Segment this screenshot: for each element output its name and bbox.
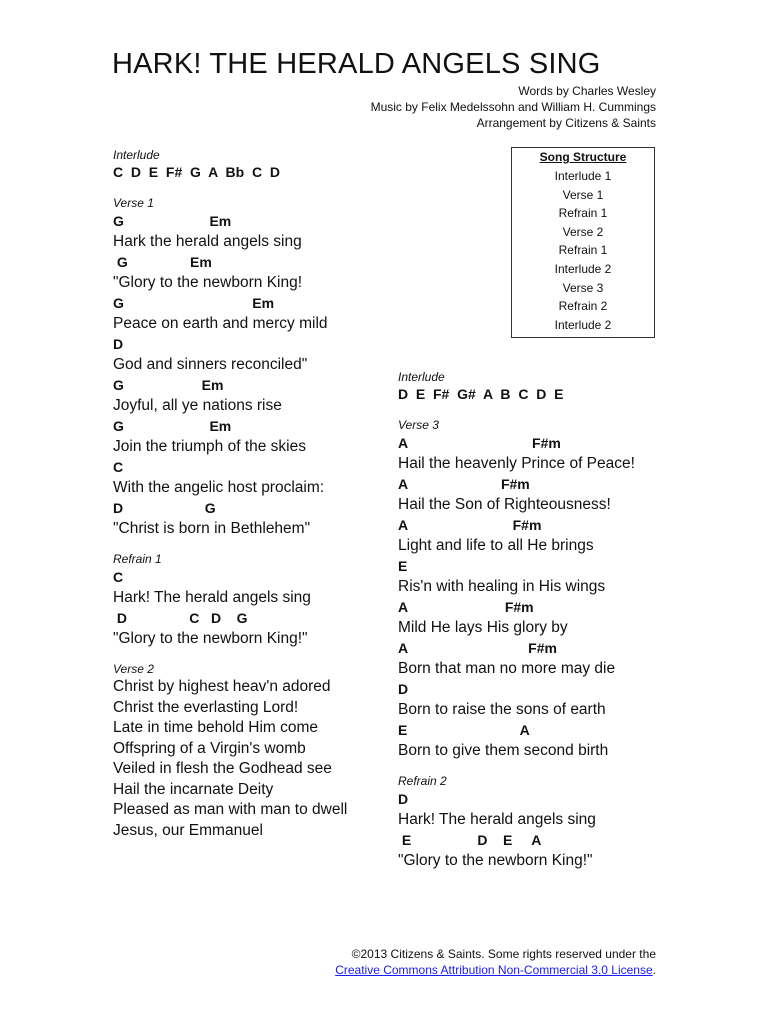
lyric-line: Mild He lays His glory by: [398, 619, 568, 636]
structure-item: Verse 1: [562, 187, 604, 202]
chord-line: E: [398, 558, 408, 574]
credit-music: Music by Felix Medelssohn and William H. Cummings: [370, 100, 656, 114]
credits: [156, 83, 656, 131]
copyright-text: ©2013 Citizens & Saints. Some rights reserved under the: [351, 947, 656, 961]
refrain-1-section: [113, 551, 383, 649]
chord-line: A F#m: [398, 599, 534, 615]
refrain-2-section: [398, 773, 698, 871]
chord-lyric-line: [113, 457, 383, 498]
lyric-line: Hark! The herald angels sing: [113, 589, 311, 606]
structure-item: Refrain 2: [558, 299, 608, 314]
right-column: [398, 369, 698, 883]
lyric-line: With the angelic host proclaim:: [113, 479, 325, 496]
lyric-line: Peace on earth and mercy mild: [113, 315, 328, 332]
chord-lyric-line: [398, 515, 698, 556]
chord-line: D G: [113, 500, 216, 516]
lyric-line: Veiled in flesh the Godhead see: [113, 760, 332, 777]
lyric-line: God and sinners reconciled": [113, 356, 308, 373]
chord-lyric-line: [113, 608, 383, 649]
song-title: HARK! THE HERALD ANGELS SING: [112, 48, 601, 80]
lyric-line: Hark the herald angels sing: [113, 233, 302, 250]
structure-item: Interlude 2: [554, 261, 612, 276]
lyric-line: Christ the everlasting Lord!: [113, 698, 299, 716]
chord-line: G Em: [113, 213, 232, 229]
chord-line: E A: [398, 722, 530, 738]
section-label: Verse 1: [113, 196, 154, 210]
license-period: .: [652, 963, 656, 977]
credit-words: Words by Charles Wesley: [518, 84, 656, 98]
structure-item: Interlude 2: [554, 317, 612, 332]
section-label: Refrain 1: [113, 552, 162, 566]
lyric-line: Hail the incarnate Deity: [113, 780, 274, 798]
chord-lyric-line: [398, 638, 698, 679]
lyric-line: Pleased as man with man to dwell: [113, 801, 348, 818]
lyric-line: Born that man no more may die: [398, 660, 616, 677]
section-label: Verse 3: [398, 418, 439, 432]
lyric-line: "Glory to the newborn King!": [398, 852, 593, 869]
chord-line: D: [398, 681, 409, 697]
chord-sequence: D E F# G# A B C D E: [398, 386, 564, 402]
lyric-line: "Christ is born in Bethlehem": [113, 520, 311, 537]
license-line: [156, 962, 656, 978]
song-structure-box: [511, 147, 655, 338]
section-label: Interlude: [398, 370, 445, 384]
lyric-line: Joyful, all ye nations rise: [113, 397, 282, 414]
chord-lyric-line: [398, 474, 698, 515]
chord-line: C: [113, 569, 124, 585]
chord-line: A F#m: [398, 435, 561, 451]
chord-lyric-line: [398, 597, 698, 638]
chord-line: G Em: [113, 295, 275, 311]
lyric-line: Hark! The herald angels sing: [398, 811, 596, 828]
section-label: Verse 2: [113, 662, 154, 676]
verse-1-section: [113, 195, 383, 539]
chord-sequence: C D E F# G A Bb C D: [113, 164, 280, 180]
lyric-line: Join the triumph of the skies: [113, 438, 306, 455]
structure-item: Refrain 1: [558, 243, 608, 258]
lyric-line: Offspring of a Virgin's womb: [113, 739, 306, 757]
chord-lyric-line: [398, 720, 698, 761]
lyric-line: Born to raise the sons of earth: [398, 701, 606, 718]
chord-lyric-line: [113, 334, 383, 375]
chord-line: D: [113, 336, 124, 352]
chord-line: D C D G: [113, 610, 248, 626]
chord-lyric-line: [113, 293, 383, 334]
chord-lyric-line: [398, 433, 698, 474]
structure-item: Interlude 1: [554, 169, 612, 183]
chord-line: A F#m: [398, 517, 542, 533]
lyric-line: Light and life to all He brings: [398, 537, 594, 554]
lyric-line: Born to give them second birth: [398, 742, 609, 759]
interlude-2-section: [398, 369, 698, 405]
chord-lyric-line: [398, 556, 698, 597]
chord-lyric-line: [113, 498, 383, 539]
chord-lyric-line: [113, 252, 383, 293]
lyric-line: Late in time behold Him come: [113, 719, 319, 736]
chord-line: D: [398, 791, 409, 807]
chord-lyric-line: [398, 679, 698, 720]
lyric-line: Hail the heavenly Prince of Peace!: [398, 455, 635, 472]
lyric-line: Christ by highest heav'n adored: [113, 678, 331, 695]
chord-lyric-line: [398, 830, 698, 871]
left-column: [113, 147, 383, 853]
chord-line: G Em: [113, 377, 224, 393]
structure-item: Verse 2: [562, 224, 604, 239]
section-label: Interlude: [113, 148, 160, 162]
chord-line: C: [113, 459, 124, 475]
chord-lyric-line: [398, 789, 698, 830]
credit-arrangement: Arrangement by Citizens & Saints: [476, 116, 656, 130]
copyright-footer: [156, 946, 656, 978]
license-link[interactable]: Creative Commons Attribution Non-Commercial 3.0 License: [335, 963, 653, 977]
structure-item: Refrain 1: [558, 206, 608, 221]
lyric-line: "Glory to the newborn King!: [113, 274, 303, 291]
verse-2-section: [113, 661, 383, 841]
chord-line: A F#m: [398, 476, 530, 492]
structure-item: Verse 3: [562, 280, 604, 295]
chord-lyric-line: [113, 567, 383, 608]
chord-line: G Em: [113, 254, 212, 270]
chord-line: A F#m: [398, 640, 557, 656]
chord-line: E D E A: [398, 832, 542, 848]
section-label: Refrain 2: [398, 774, 447, 788]
chord-lyric-line: [113, 416, 383, 457]
lyric-line: Hail the Son of Righteousness!: [398, 496, 611, 513]
lyric-line: Jesus, our Emmanuel: [113, 821, 263, 839]
interlude-1-section: [113, 147, 383, 183]
chord-lyric-line: [113, 211, 383, 252]
verse-3-section: [398, 417, 698, 761]
lyric-line: "Glory to the newborn King!": [113, 630, 308, 647]
chord-lyric-line: [113, 375, 383, 416]
lyric-line: Ris'n with healing in His wings: [398, 578, 606, 595]
song-structure-heading: Song Structure: [539, 150, 627, 164]
chord-line: G Em: [113, 418, 232, 434]
